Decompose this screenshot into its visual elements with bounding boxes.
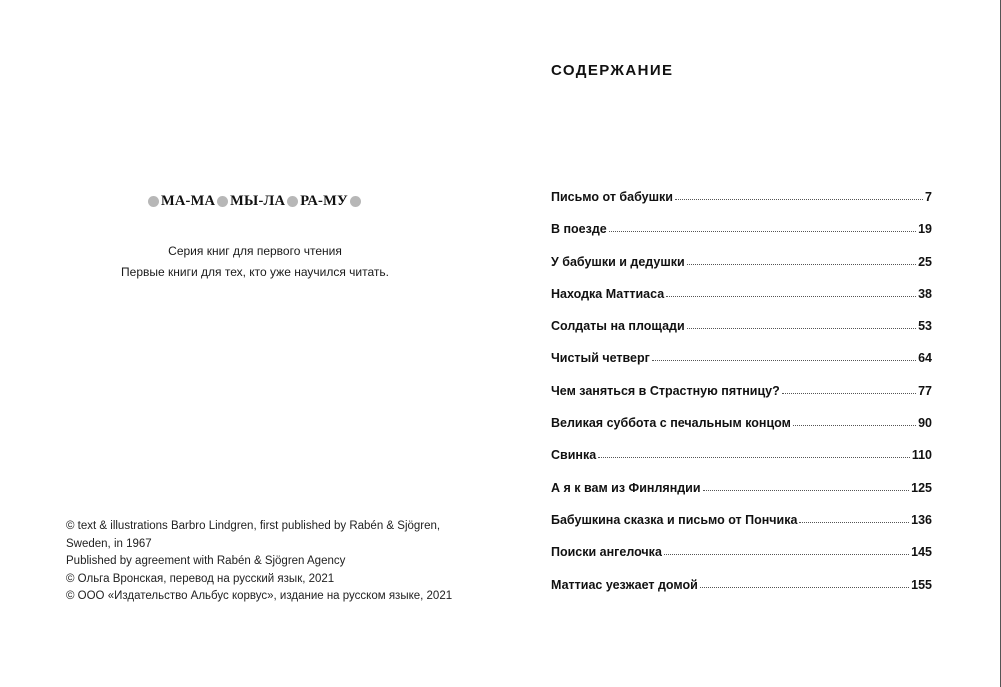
dot-leader xyxy=(598,457,910,458)
toc-entry-title: Чистый четверг xyxy=(551,351,650,366)
toc-entry[interactable] xyxy=(551,545,932,577)
toc-entry[interactable] xyxy=(551,319,932,351)
toc-title: СОДЕРЖАНИЕ xyxy=(551,62,674,79)
series-description-line: Серия книг для первого чтения xyxy=(168,244,342,258)
dot-leader xyxy=(687,264,916,265)
toc-entry-page: 77 xyxy=(918,383,932,398)
dot-leader xyxy=(687,328,916,329)
copyright-line: © ООО «Издательство Альбус корвус», издание на русском языке, 2021 xyxy=(66,590,453,603)
toc-entry-page: 145 xyxy=(911,545,932,560)
table-of-contents xyxy=(551,190,932,610)
logo-dot-icon xyxy=(217,196,228,207)
toc-entry[interactable] xyxy=(551,513,932,545)
copyright-line: © text & illustrations Barbro Lindgren, first published by Rabén & Sjögren, xyxy=(66,520,441,532)
toc-entry-page: 125 xyxy=(911,480,932,495)
toc-entry-title: Великая суббота с печальным концом xyxy=(551,416,791,431)
toc-entry-title: А я к вам из Финляндии xyxy=(551,480,701,495)
toc-entry[interactable] xyxy=(551,448,932,480)
toc-entry-title: Солдаты на площади xyxy=(551,319,685,334)
toc-entry[interactable] xyxy=(551,416,932,448)
dot-leader xyxy=(609,231,916,232)
toc-entry[interactable] xyxy=(551,190,932,222)
toc-entry-title: Чем заняться в Страстную пятницу? xyxy=(551,383,780,398)
toc-entry[interactable] xyxy=(551,384,932,416)
toc-entry-page: 110 xyxy=(911,448,932,463)
copyright-line: Published by agreement with Rabén & Sjögren Agency xyxy=(66,555,346,568)
series-description xyxy=(0,241,510,283)
toc-entry-title: Свинка xyxy=(551,448,597,463)
toc-entry-title: Письмо от бабушки xyxy=(551,190,673,204)
dot-leader xyxy=(793,425,916,426)
toc-entry[interactable] xyxy=(551,578,932,610)
logo-syllable: РА-МУ xyxy=(300,193,348,209)
toc-entry-page: 64 xyxy=(918,351,932,366)
toc-entry[interactable] xyxy=(551,351,932,383)
toc-entry-page: 38 xyxy=(918,286,932,301)
dot-leader xyxy=(700,587,909,588)
copyright-block xyxy=(66,518,466,606)
dot-leader xyxy=(799,522,909,523)
logo-syllable: МА-МА xyxy=(161,193,216,209)
toc-entry-page: 90 xyxy=(918,416,932,431)
toc-entry-title: Бабушкина сказка и письмо от Пончика xyxy=(551,512,798,527)
toc-entry[interactable] xyxy=(551,222,932,254)
toc-entry-page: 53 xyxy=(918,319,932,334)
logo-dot-icon xyxy=(350,196,361,207)
dot-leader xyxy=(666,296,916,297)
toc-entry-page: 7 xyxy=(925,190,932,204)
toc-entry-title: У бабушки и дедушки xyxy=(551,254,685,269)
logo-syllable: МЫ-ЛА xyxy=(230,193,286,209)
toc-entry-page: 136 xyxy=(911,512,932,527)
copyright-line: Sweden, in 1967 xyxy=(66,537,152,550)
toc-entry-title: Находка Маттиаса xyxy=(551,286,665,301)
toc-entry-page: 155 xyxy=(911,577,932,592)
dot-leader xyxy=(652,360,916,361)
logo-dot-icon xyxy=(148,196,159,207)
toc-entry[interactable] xyxy=(551,255,932,287)
toc-entry-title: Поиски ангелочка xyxy=(551,545,662,560)
series-description-line: Первые книги для тех, кто уже научился читать. xyxy=(121,265,389,279)
toc-entry[interactable] xyxy=(551,481,932,513)
left-page xyxy=(0,0,500,687)
dot-leader xyxy=(664,554,909,555)
toc-entry-page: 19 xyxy=(918,222,932,237)
toc-entry[interactable] xyxy=(551,287,932,319)
toc-entry-title: Маттиас уезжает домой xyxy=(551,577,698,592)
series-logo xyxy=(147,193,362,210)
toc-entry-page: 25 xyxy=(918,254,932,269)
copyright-line: © Ольга Вронская, перевод на русский язык, 2021 xyxy=(66,572,335,585)
toc-entry-title: В поезде xyxy=(551,222,607,237)
right-page xyxy=(500,0,1001,687)
dot-leader xyxy=(703,490,910,491)
logo-dot-icon xyxy=(287,196,298,207)
dot-leader xyxy=(675,199,923,200)
dot-leader xyxy=(782,393,916,394)
